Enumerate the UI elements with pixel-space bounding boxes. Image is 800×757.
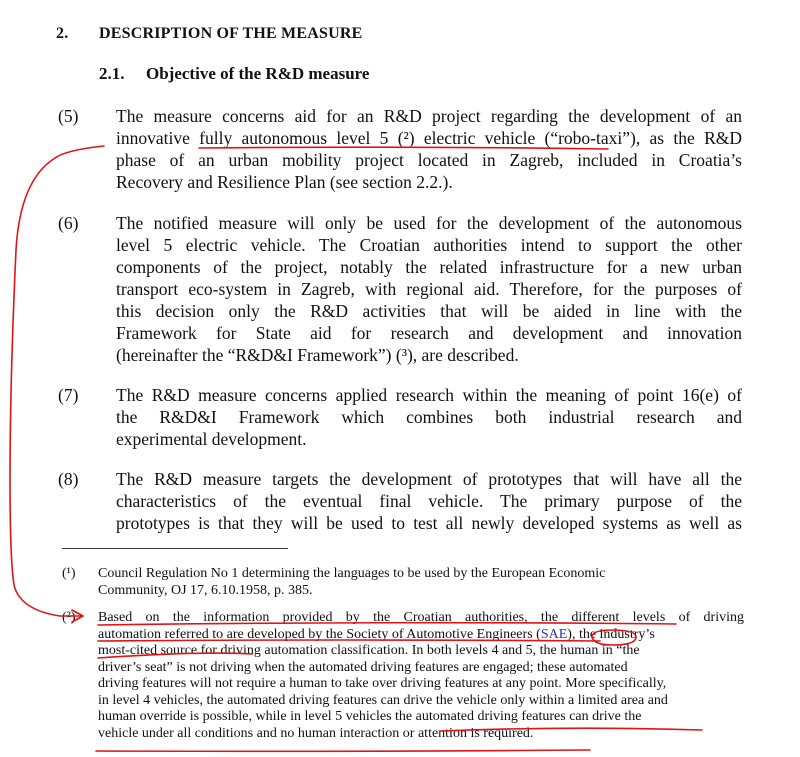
paragraph-line: innovative fully autonomous level 5 (²) electric vehicle (“robo-taxi”), as the R&D <box>116 128 742 148</box>
paragraph-line: experimental development. <box>116 429 307 449</box>
footnote-text <box>98 610 744 742</box>
section-heading <box>56 25 362 43</box>
footnote-line-text: automation referred to are developed by the Society of Automotive Engineers <box>98 626 533 642</box>
paragraph-line: transport eco-system in Zagreb, with regional aid. Therefore, for the purposes of <box>116 279 742 299</box>
paragraph-line: phase of an urban mobility project located in Zagreb, included in Croatia’s <box>116 150 742 170</box>
subsection-heading <box>99 64 369 84</box>
footnote-number: (²) <box>62 610 76 625</box>
paragraph-number: (5) <box>58 106 79 126</box>
paragraph-line: Framework for State aid for research and development and innovation <box>116 323 742 343</box>
paragraph-number: (6) <box>58 213 79 233</box>
paragraph-line: components of the project, notably the related infrastructure for a new urban <box>116 257 742 277</box>
footnote-1 <box>62 566 752 599</box>
footnote-number: (¹) <box>62 566 76 581</box>
footnote-line: automation referred to are developed by the Society of Automotive Engineers (SAE), the industry’s <box>98 626 655 642</box>
subsection-number: 2.1. <box>99 64 125 83</box>
footnote-line: Based on the information provided by the Croatian authorities, the different levels of driving <box>98 610 744 625</box>
section-number: 2. <box>56 25 69 42</box>
footnote-line: driving features will not require a human to take over driving features at any point. More specifically, <box>98 676 667 691</box>
underline-fn-line8 <box>96 750 590 751</box>
subsection-title: Objective of the R&D measure <box>146 64 370 83</box>
paragraph-6 <box>58 212 748 366</box>
footnote-2 <box>62 610 752 742</box>
footnote-line: vehicle under all conditions and no human interaction or attention is required. <box>98 725 534 741</box>
paragraph-line: The measure concerns aid for an R&D project regarding the development of an <box>116 106 742 126</box>
paragraph-number: (7) <box>58 385 79 405</box>
paragraph-text <box>116 105 742 193</box>
footnote-text <box>98 566 744 599</box>
footnote-line: Council Regulation No 1 determining the languages to be used by the European Economic <box>98 566 606 581</box>
paragraph-line: (hereinafter the “R&D&I Framework”) (³), are described. <box>116 345 519 365</box>
paragraph-line: level 5 electric vehicle. The Croatian authorities intend to support the other <box>116 235 742 255</box>
paragraph-line: The notified measure will only be used for the development of the autonomous <box>116 213 742 233</box>
paragraph-text <box>116 384 742 450</box>
footnote-line: in level 4 vehicles, the automated driving features can drive the vehicle only within a limited area and <box>98 692 668 708</box>
section-title: DESCRIPTION OF THE MEASURE <box>99 25 363 42</box>
paragraph-8 <box>58 468 748 534</box>
footnote-separator <box>62 548 288 549</box>
paragraph-line: this decision only the R&D activities that will be aided in line with the <box>116 301 742 321</box>
footnote-line: most-cited source for driving automation classification. In both levels 4 and 5, the human in “the <box>98 643 640 658</box>
paragraph-number: (8) <box>58 469 79 489</box>
paragraph-7 <box>58 384 748 450</box>
footnote-line-text: , the industry’s <box>571 626 655 642</box>
paragraph-line: prototypes is that they will be used to test all newly developed systems as well as <box>116 513 742 533</box>
paragraph-line: Recovery and Resilience Plan (see section 2.2.). <box>116 172 453 192</box>
paragraph-line: The R&D measure concerns applied research within the meaning of point 16(e) of <box>116 385 742 405</box>
footnote-line: human override is possible, while in level 5 vehicles the automated driving features can drive the <box>98 709 642 724</box>
paragraph-5 <box>58 105 748 193</box>
paragraph-line: characteristics of the eventual final vehicle. The primary purpose of the <box>116 491 742 511</box>
paragraph-line: The R&D measure targets the development of prototypes that will have all the <box>116 469 742 489</box>
footnote-line: driver’s seat” is not driving when the automated driving features are engaged; these automated <box>98 659 628 675</box>
paragraph-text <box>116 212 742 366</box>
paragraph-text <box>116 468 742 534</box>
sae-link[interactable]: SAE <box>540 626 568 642</box>
paragraph-line: the R&D&I Framework which combines both industrial research and <box>116 407 742 427</box>
footnote-line: Community, OJ 17, 6.10.1958, p. 385. <box>98 582 313 598</box>
